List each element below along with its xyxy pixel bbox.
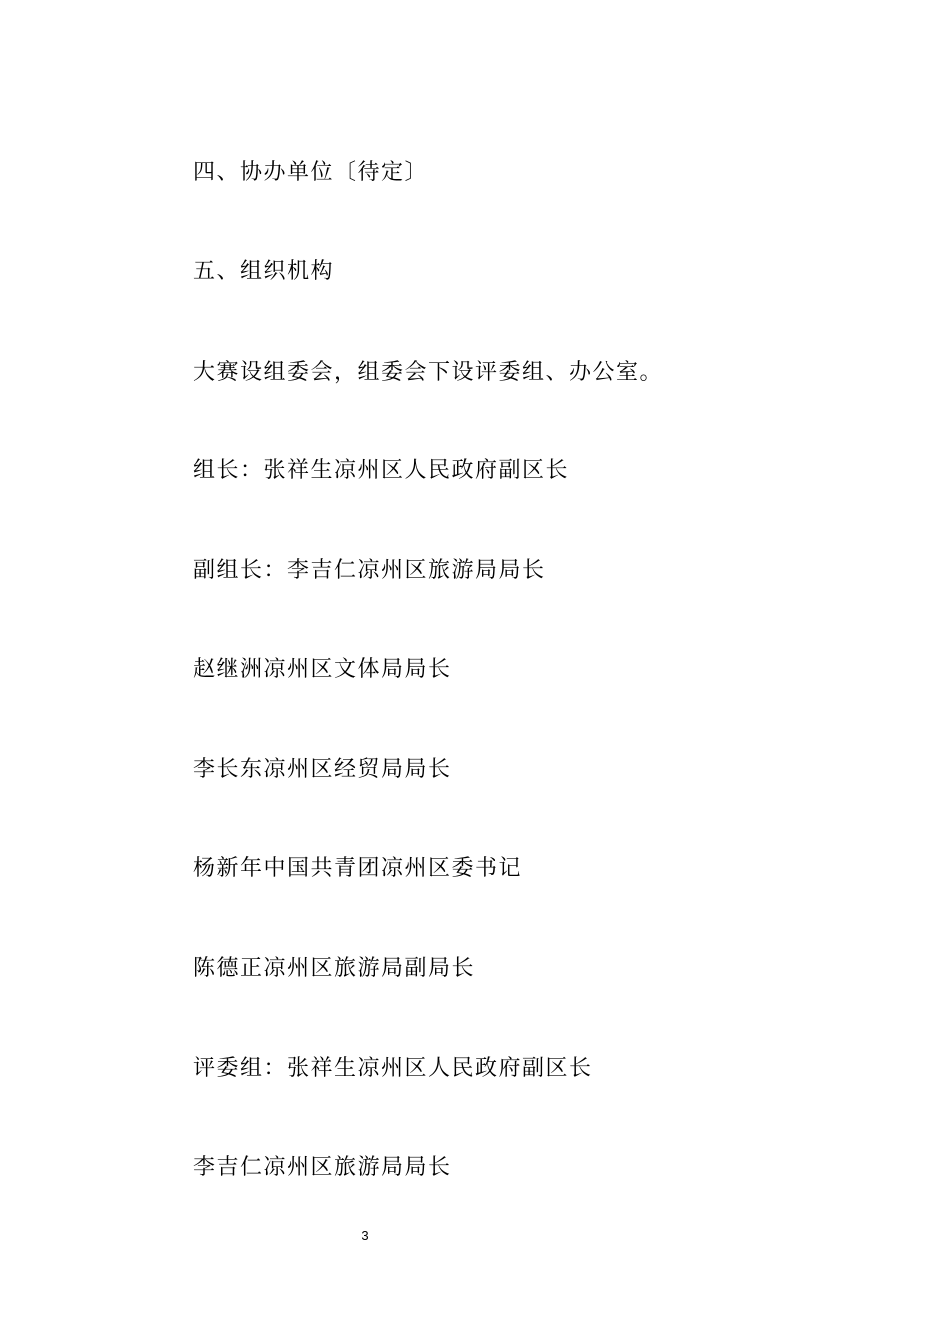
section-heading-organization: 五、组织机构	[193, 259, 335, 284]
list-item-member: 陈德正凉州区旅游局副局长	[193, 956, 476, 981]
paragraph-committee-structure: 大赛设组委会，组委会下设评委组、办公室。	[193, 360, 664, 385]
list-item-group-leader: 组长：张祥生凉州区人民政府副区长	[193, 458, 570, 483]
list-item-deputy-leader: 副组长：李吉仁凉州区旅游局局长	[193, 558, 546, 583]
list-item-judge: 李吉仁凉州区旅游局局长	[193, 1155, 452, 1180]
list-item-member: 杨新年中国共青团凉州区委书记	[193, 856, 523, 881]
section-heading-co-organizer: 四、协办单位〔待定〕	[193, 160, 429, 185]
list-item-judging-panel: 评委组：张祥生凉州区人民政府副区长	[193, 1056, 593, 1081]
page-number: 3	[361, 1228, 369, 1243]
list-item-member: 赵继洲凉州区文体局局长	[193, 657, 452, 682]
list-item-member: 李长东凉州区经贸局局长	[193, 757, 452, 782]
